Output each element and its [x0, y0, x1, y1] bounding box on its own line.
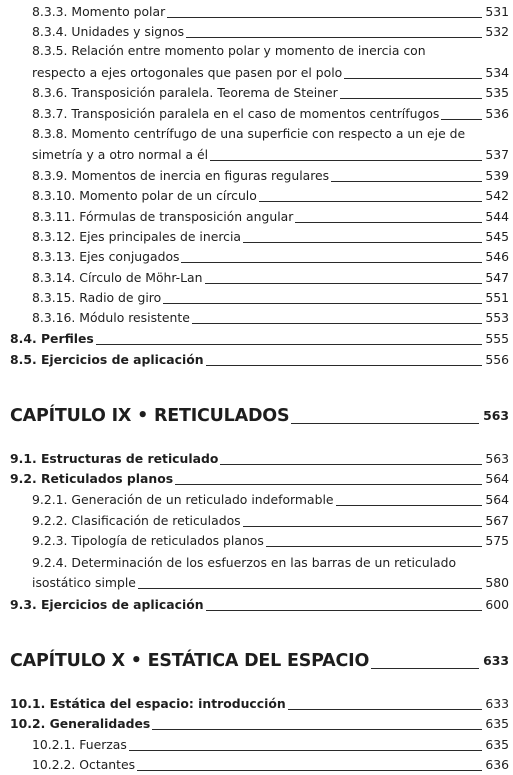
toc-entry: [0, 511, 513, 531]
chapter-title: CAPÍTULO X • ESTÁTICA DEL ESPACIO: [10, 651, 370, 671]
leader-line: [210, 160, 482, 161]
toc-entry: [0, 41, 513, 61]
toc-entry-title: 8.3.11. Fórmulas de transposición angular: [32, 209, 294, 224]
leader-line: [163, 303, 482, 304]
toc-entry-title: 8.3.16. Módulo resistente: [32, 310, 190, 325]
toc-entry-title: 9.2. Reticulados planos: [10, 471, 174, 486]
toc-entry-continuation: [0, 145, 513, 165]
leader-line: [129, 750, 482, 751]
chapter-title: CAPÍTULO IX • RETICULADOS: [10, 406, 290, 426]
leader-line: [206, 365, 483, 366]
leader-line: [96, 344, 483, 345]
toc-entry: [0, 124, 513, 144]
chapter-heading: [0, 646, 513, 676]
toc-entry-title: 8.3.15. Radio de giro: [32, 290, 162, 305]
leader-line: [243, 242, 482, 243]
toc-entry-title: 8.3.13. Ejes conjugados: [32, 249, 180, 264]
leader-line: [181, 262, 482, 263]
toc-entry: [0, 449, 513, 469]
leader-line: [186, 37, 482, 38]
leader-line: [243, 526, 483, 527]
toc-entry-title: 10.2.2. Octantes: [32, 757, 136, 772]
toc-entry-title: 9.2.2. Clasificación de reticulados: [32, 513, 241, 528]
toc-entry-title-continued: respecto a ejes ortogonales que pasen por el polo: [32, 65, 343, 80]
chapter-page-number: 563: [483, 408, 509, 423]
page-number: 633: [485, 696, 509, 711]
leader-line: [152, 729, 482, 730]
toc-entry: [0, 207, 513, 227]
page-number: 564: [485, 492, 509, 507]
toc-entry-title: 9.2.4. Determinación de los esfuerzos en las barras de un reticulado: [32, 555, 457, 570]
toc-entry-title: 9.1. Estructuras de reticulado: [10, 451, 219, 466]
leader-line: [137, 770, 482, 771]
toc-entry: [0, 22, 513, 42]
leader-line: [220, 464, 482, 465]
leader-line: [259, 201, 483, 202]
page-number: 537: [485, 147, 509, 162]
leader-line: [371, 668, 479, 669]
page-number: 546: [485, 249, 509, 264]
leader-line: [175, 484, 482, 485]
chapter-heading: [0, 401, 513, 431]
leader-line: [441, 119, 482, 120]
page-number: 553: [485, 310, 509, 325]
page-number: 555: [485, 331, 509, 346]
page-number: 531: [485, 4, 509, 19]
toc-entry: [0, 247, 513, 267]
page-number: 542: [485, 188, 509, 203]
toc-entry-title-continued: simetría y a otro normal a él: [32, 147, 209, 162]
leader-line: [192, 323, 482, 324]
toc-entry-title: 8.3.6. Transposición paralela. Teorema de Steiner: [32, 85, 338, 100]
toc-entry: [0, 2, 513, 22]
page-number: 564: [485, 471, 509, 486]
page-number: 545: [485, 229, 509, 244]
toc-entry-title: 9.2.1. Generación de un reticulado indeformable: [32, 492, 334, 507]
page-number: 539: [485, 168, 509, 183]
toc-entry: [0, 329, 513, 349]
toc-entry-continuation: [0, 573, 513, 593]
leader-line: [340, 98, 483, 99]
leader-line: [206, 610, 483, 611]
page-number: 636: [485, 757, 509, 772]
leader-line: [138, 588, 482, 589]
page-number: 535: [485, 85, 509, 100]
page-number: 532: [485, 24, 509, 39]
toc-entry: [0, 714, 513, 734]
page-number: 575: [485, 533, 509, 548]
toc-entry-continuation: [0, 63, 513, 83]
toc-entry-title: 10.2.1. Fuerzas: [32, 737, 127, 752]
toc-entry: [0, 350, 513, 370]
leader-line: [291, 423, 479, 424]
toc-entry: [0, 104, 513, 124]
toc-entry-title: 9.2.3. Tipología de reticulados planos: [32, 533, 264, 548]
page-number: 567: [485, 513, 509, 528]
page-number: 600: [485, 597, 509, 612]
toc-entry-title: 8.3.7. Transposición paralela en el caso de momentos centrífugos: [32, 106, 440, 121]
leader-line: [288, 709, 483, 710]
page-number: 563: [485, 451, 509, 466]
toc-entry: [0, 166, 513, 186]
page-number: 580: [485, 575, 509, 590]
toc-entry: [0, 735, 513, 755]
toc-entry-title: 8.3.3. Momento polar: [32, 4, 166, 19]
leader-line: [295, 222, 482, 223]
page-number: 544: [485, 209, 509, 224]
toc-entry-title: 8.3.10. Momento polar de un círculo: [32, 188, 257, 203]
page-number: 635: [485, 716, 509, 731]
toc-entry-title: 8.3.9. Momentos de inercia en figuras regulares: [32, 168, 330, 183]
toc-entry-title: 10.1. Estática del espacio: introducción: [10, 696, 286, 711]
page-number: 556: [485, 352, 509, 367]
toc-entry: [0, 553, 513, 573]
toc-entry-title: 8.3.12. Ejes principales de inercia: [32, 229, 242, 244]
toc-entry-title-continued: isostático simple: [32, 575, 136, 590]
toc-entry-title: 8.3.14. Círculo de Möhr-Lan: [32, 270, 203, 285]
toc-entry-title: 8.3.5. Relación entre momento polar y momento de inercia con: [32, 43, 426, 58]
toc-entry-title: 8.3.8. Momento centrífugo de una superficie con respecto a un eje de: [32, 126, 466, 141]
toc-entry: [0, 694, 513, 714]
toc-entry: [0, 531, 513, 551]
toc-entry: [0, 490, 513, 510]
toc-entry: [0, 308, 513, 328]
toc-entry-title: 9.3. Ejercicios de aplicación: [10, 597, 204, 612]
toc-entry: [0, 268, 513, 288]
toc-entry-title: 8.4. Perfiles: [10, 331, 94, 346]
toc-entry: [0, 755, 513, 775]
toc-entry: [0, 227, 513, 247]
page-number: 534: [485, 65, 509, 80]
leader-line: [331, 181, 482, 182]
toc-entry: [0, 288, 513, 308]
leader-line: [167, 17, 482, 18]
toc-entry: [0, 469, 513, 489]
leader-line: [205, 283, 483, 284]
chapter-page-number: 633: [483, 653, 509, 668]
page-number: 547: [485, 270, 509, 285]
page-number: 551: [485, 290, 509, 305]
toc-entry-title: 10.2. Generalidades: [10, 716, 151, 731]
toc-entry-title: 8.3.4. Unidades y signos: [32, 24, 185, 39]
toc-entry: [0, 83, 513, 103]
toc-entry: [0, 595, 513, 615]
page-number: 635: [485, 737, 509, 752]
toc-entry: [0, 186, 513, 206]
page-number: 536: [485, 106, 509, 121]
leader-line: [336, 505, 483, 506]
leader-line: [344, 78, 482, 79]
toc-entry-title: 8.5. Ejercicios de aplicación: [10, 352, 204, 367]
leader-line: [266, 546, 482, 547]
